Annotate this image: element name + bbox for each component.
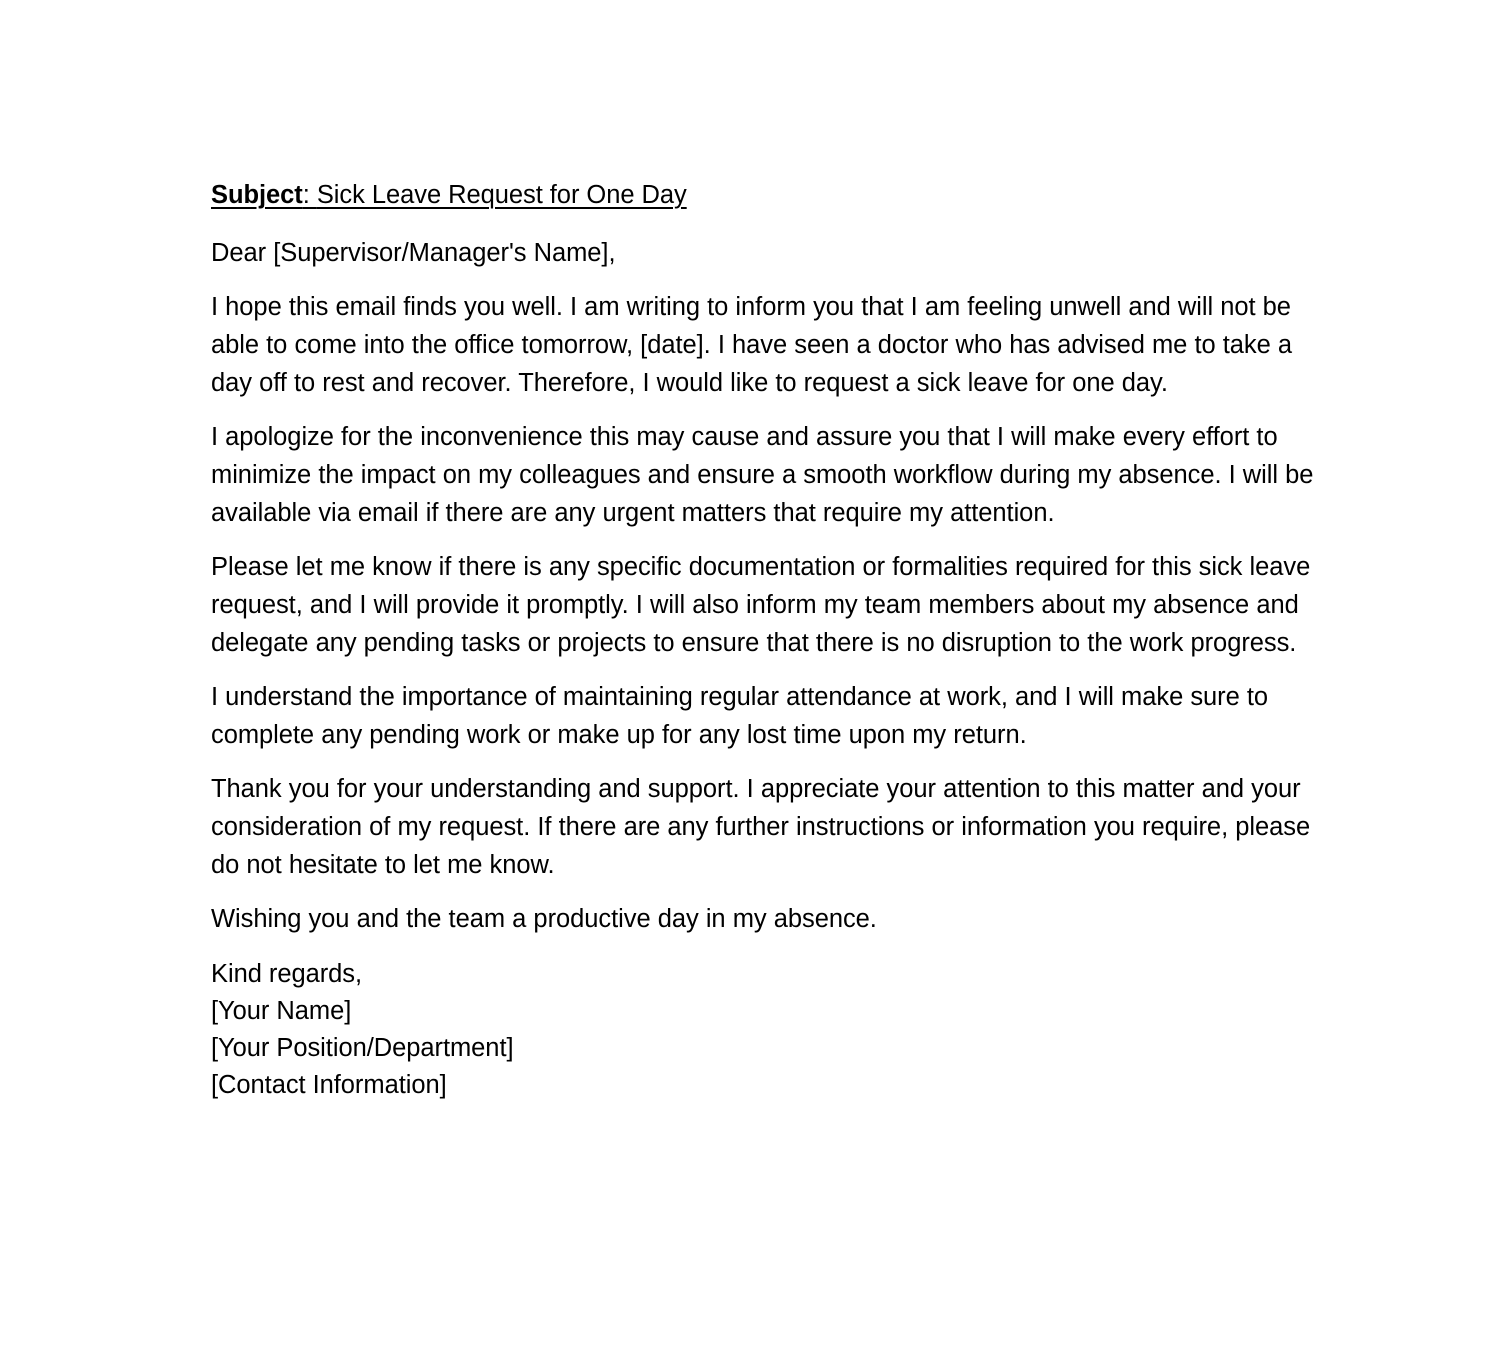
signature-closing: Kind regards, bbox=[211, 960, 363, 988]
salutation: Dear [Supervisor/Manager's Name], bbox=[211, 239, 616, 267]
subject-separator: : bbox=[302, 181, 317, 209]
signature-contact: [Contact Information] bbox=[211, 1071, 447, 1099]
signature-block bbox=[211, 956, 1326, 1104]
subject-value: Sick Leave Request for One Day bbox=[316, 181, 687, 209]
paragraph-wishing: Wishing you and the team a productive day in my absence. bbox=[211, 905, 877, 933]
paragraph-intro: I hope this email finds you well. I am writing to inform you that I am feeling unwell and will not be able to come into the office tomorrow, [date]. I have seen a doctor who has advised me to take a day off to rest and recover. Therefore, I would like to request a sick leave for one day. bbox=[211, 293, 1293, 397]
letter-body bbox=[211, 178, 1326, 1104]
paragraph-attendance: I understand the importance of maintaining regular attendance at work, and I will make sure to complete any pending work or make up for any lost time upon my return. bbox=[211, 683, 1269, 749]
signature-position: [Your Position/Department] bbox=[211, 1034, 514, 1062]
paragraph-documentation: Please let me know if there is any specific documentation or formalities required for this sick leave request, and I will provide it promptly. I will also inform my team members about my absence and delegate any pending tasks or projects to ensure that there is no disruption to the work progress. bbox=[211, 553, 1311, 657]
paragraph-thanks: Thank you for your understanding and support. I appreciate your attention to this matter and your consideration of my request. If there are any further instructions or information you require, please do not hesitate to let me know. bbox=[211, 775, 1311, 879]
subject-line bbox=[211, 178, 1326, 212]
subject-label: Subject bbox=[211, 181, 303, 209]
paragraph-apology: I apologize for the inconvenience this may cause and assure you that I will make every effort to minimize the impact on my colleagues and ensure a smooth workflow during my absence. I will be available via email if there are any urgent matters that require my attention. bbox=[211, 423, 1314, 527]
signature-name: [Your Name] bbox=[211, 997, 352, 1025]
